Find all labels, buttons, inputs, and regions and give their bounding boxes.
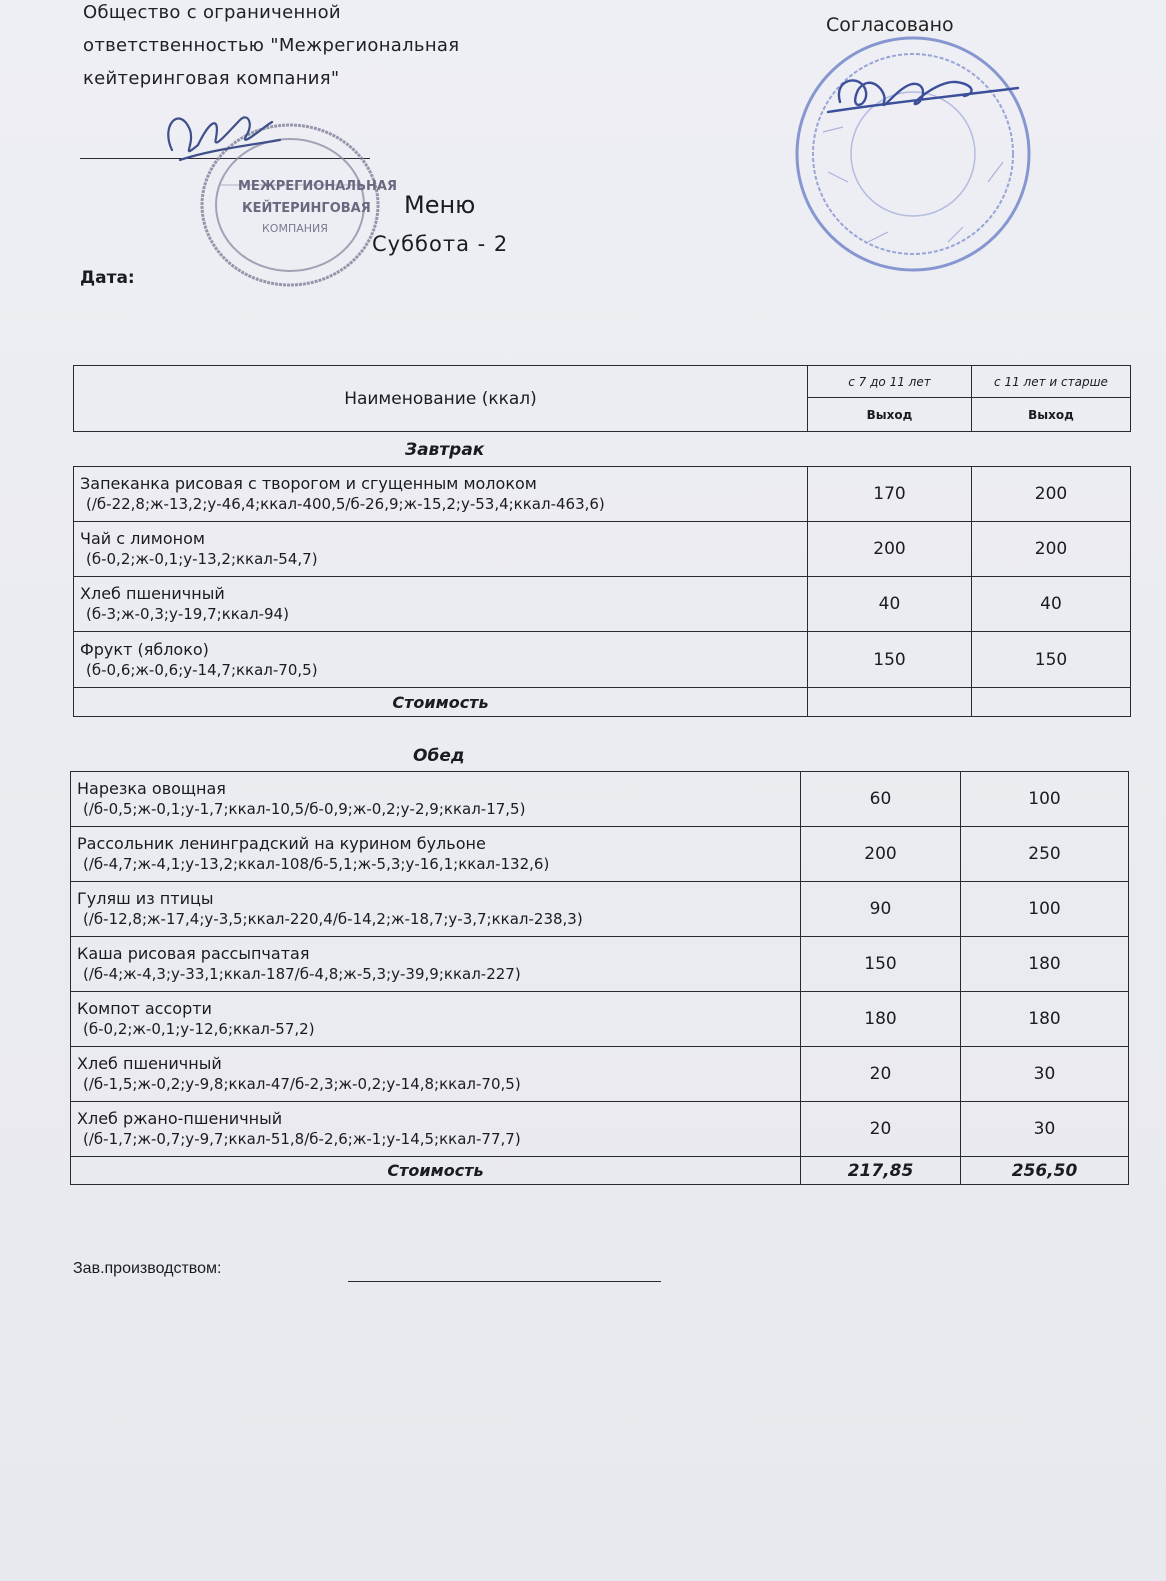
output-age-11-plus: 100 <box>961 882 1129 937</box>
dish-name: Хлеб пшеничный <box>77 1054 222 1073</box>
cost-row <box>71 1157 1129 1185</box>
output-age-11-plus: 100 <box>961 772 1129 827</box>
dish-name: Каша рисовая рассыпчатая <box>77 944 310 963</box>
signature-scribble-right <box>828 81 1018 112</box>
dish-name: Рассольник ленинградский на курином бульоне <box>77 834 486 853</box>
output-age-7-11: 150 <box>808 632 972 688</box>
output-age-7-11: 180 <box>801 992 961 1047</box>
output-age-7-11: 40 <box>808 577 972 632</box>
dish-name: Хлеб ржано-пшеничный <box>77 1109 283 1128</box>
dish-nutrition: (б-0,2;ж-0,1;у-13,2;ккал-54,7) <box>86 550 318 568</box>
approval-stamp <box>788 32 1038 277</box>
output-age-11-plus: 200 <box>972 522 1131 577</box>
output-age-11-plus: 250 <box>961 827 1129 882</box>
output-age-7-11: 60 <box>801 772 961 827</box>
output-age-11-plus: 40 <box>972 577 1131 632</box>
company-stamp-left <box>150 90 410 320</box>
dish-name: Фрукт (яблоко) <box>80 639 209 659</box>
org-name-line-1: Общество с ограниченной <box>83 2 341 23</box>
table-row <box>71 827 1129 882</box>
date-label: Дата: <box>80 268 135 288</box>
column-header-age-11-plus: с 11 лет и старше <box>972 366 1131 398</box>
menu-header-table <box>73 365 1131 432</box>
table-row <box>74 577 1131 632</box>
dish-name: Гуляш из птицы <box>77 889 214 908</box>
table-row <box>71 1047 1129 1102</box>
table-row <box>74 632 1131 688</box>
output-age-7-11: 170 <box>808 467 972 522</box>
output-age-11-plus: 180 <box>961 937 1129 992</box>
production-head-label: Зав.производством: <box>73 1260 222 1277</box>
cost-label: Стоимость <box>71 1157 801 1185</box>
dish-name: Нарезка овощная <box>77 779 226 798</box>
table-row <box>74 467 1131 522</box>
column-header-age-7-11: с 7 до 11 лет <box>808 366 972 398</box>
column-header-output-1: Выход <box>808 398 972 432</box>
cost-age-7-11: 217,85 <box>801 1157 961 1185</box>
stamp-text-line-2: КЕЙТЕРИНГОВАЯ <box>242 201 371 216</box>
menu-subtitle: Суббота - 2 <box>372 232 509 256</box>
dish-name: Запеканка рисовая с творогом и сгущенным молоком <box>80 474 537 493</box>
table-row <box>74 522 1131 577</box>
dish-nutrition: (б-0,6;ж-0,6;у-14,7;ккал-70,5) <box>86 660 318 679</box>
dish-name: Хлеб пшеничный <box>80 584 225 603</box>
approved-label: Согласовано <box>826 14 954 36</box>
stamp-text-line-1: МЕЖРЕГИОНАЛЬНАЯ <box>238 179 397 194</box>
output-age-7-11: 200 <box>801 827 961 882</box>
dish-nutrition: (/б-4,7;ж-4,1;у-13,2;ккал-108/б-5,1;ж-5,3;у-16,1;ккал-132,6) <box>83 855 550 873</box>
output-age-11-plus: 180 <box>961 992 1129 1047</box>
section-title-lunch: Обед <box>413 746 465 766</box>
output-age-7-11: 200 <box>808 522 972 577</box>
production-head-signature-line <box>348 1281 661 1282</box>
output-age-11-plus: 150 <box>972 632 1131 688</box>
dish-name: Чай с лимоном <box>80 529 205 548</box>
lunch-table <box>70 771 1129 1185</box>
breakfast-table <box>73 466 1131 717</box>
cost-age-11-plus <box>972 688 1131 717</box>
org-name-line-3: кейтеринговая компания" <box>83 68 340 89</box>
table-row <box>71 992 1129 1047</box>
output-age-11-plus: 200 <box>972 467 1131 522</box>
menu-title: Меню <box>404 191 476 219</box>
dish-nutrition: (б-3;ж-0,3;у-19,7;ккал-94) <box>86 605 289 623</box>
column-header-name: Наименование (ккал) <box>74 366 808 432</box>
cost-age-11-plus: 256,50 <box>961 1157 1129 1185</box>
output-age-7-11: 20 <box>801 1047 961 1102</box>
cost-label: Стоимость <box>74 688 808 717</box>
output-age-7-11: 20 <box>801 1102 961 1157</box>
table-row <box>71 772 1129 827</box>
dish-nutrition: (/б-1,5;ж-0,2;у-9,8;ккал-47/б-2,3;ж-0,2;у-14,8;ккал-70,5) <box>83 1075 521 1093</box>
output-age-11-plus: 30 <box>961 1102 1129 1157</box>
output-age-7-11: 150 <box>801 937 961 992</box>
cost-row <box>74 688 1131 717</box>
dish-nutrition: (/б-4;ж-4,3;у-33,1;ккал-187/б-4,8;ж-5,3;у-39,9;ккал-227) <box>83 965 521 983</box>
table-row <box>71 937 1129 992</box>
dish-nutrition: (/б-22,8;ж-13,2;у-46,4;ккал-400,5/б-26,9;ж-15,2;у-53,4;ккал-463,6) <box>86 495 605 513</box>
cost-age-7-11 <box>808 688 972 717</box>
dish-nutrition: (б-0,2;ж-0,1;у-12,6;ккал-57,2) <box>83 1020 315 1038</box>
org-name-line-2: ответственностью "Межрегиональная <box>83 35 460 56</box>
output-age-11-plus: 30 <box>961 1047 1129 1102</box>
output-age-7-11: 90 <box>801 882 961 937</box>
dish-nutrition: (/б-12,8;ж-17,4;у-3,5;ккал-220,4/б-14,2;ж-18,7;у-3,7;ккал-238,3) <box>83 910 583 928</box>
section-title-breakfast: Завтрак <box>405 440 485 460</box>
table-row <box>71 1102 1129 1157</box>
dish-nutrition: (/б-0,5;ж-0,1;у-1,7;ккал-10,5/б-0,9;ж-0,2;у-2,9;ккал-17,5) <box>83 800 526 818</box>
stamp-text-line-3: КОМПАНИЯ <box>262 222 328 235</box>
table-row <box>71 882 1129 937</box>
dish-name: Компот ассорти <box>77 999 212 1018</box>
dish-nutrition: (/б-1,7;ж-0,7;у-9,7;ккал-51,8/б-2,6;ж-1;у-14,5;ккал-77,7) <box>83 1130 521 1148</box>
column-header-output-2: Выход <box>972 398 1131 432</box>
